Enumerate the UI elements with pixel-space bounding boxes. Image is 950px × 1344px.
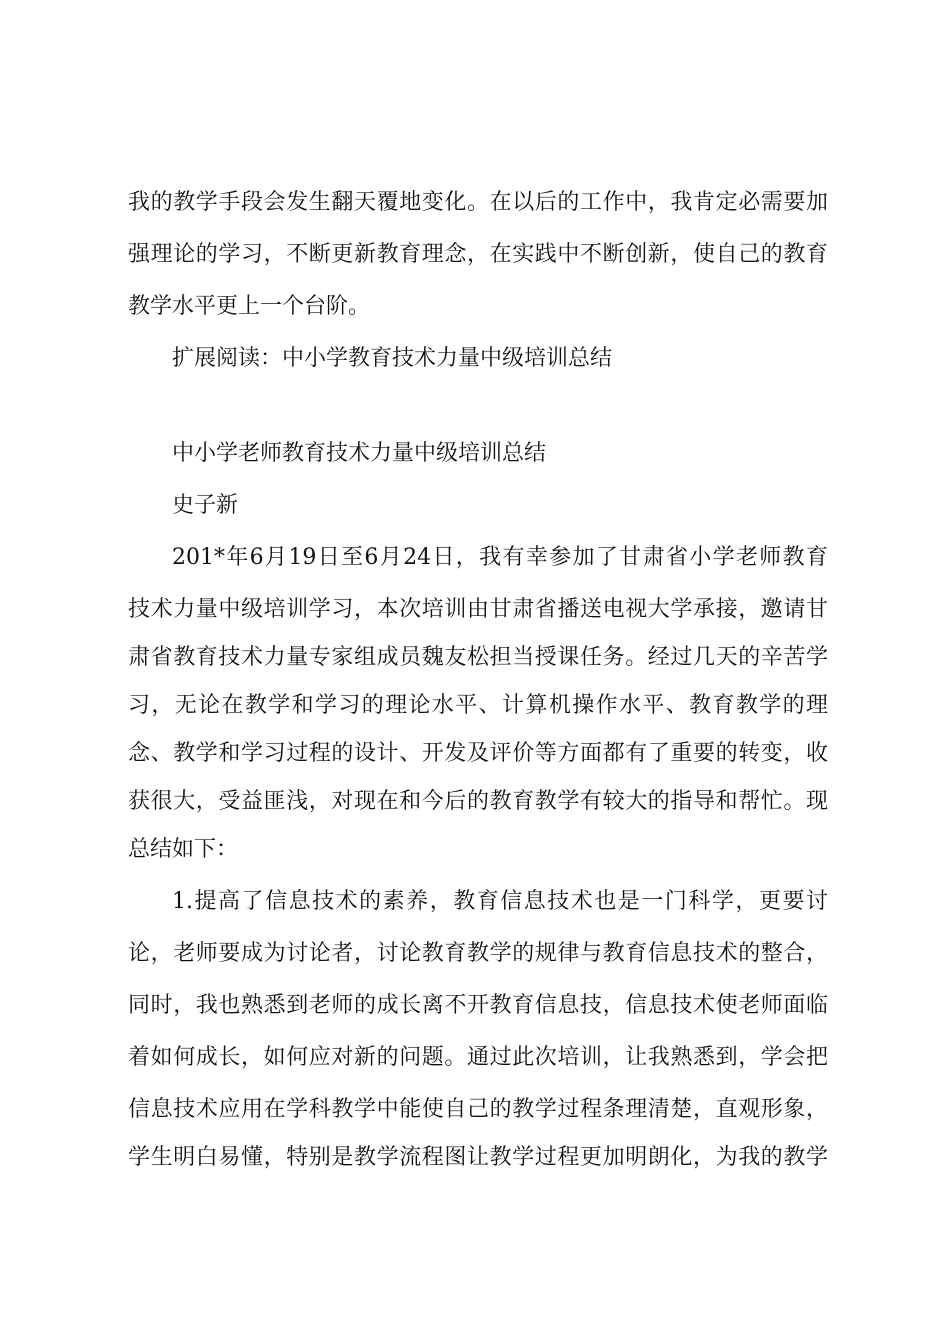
text-line <box>0 734 950 774</box>
text-line <box>0 339 950 379</box>
paragraph-text: 同时，我也熟悉到老师的成长离不开教育信息技，信息技术使老师面临 <box>128 993 828 1018</box>
text-line <box>0 1090 950 1130</box>
paragraph-text: 肃省教育技术力量专家组成员魏友松担当授课任务。经过几天的辛苦学 <box>128 645 828 670</box>
text-line <box>0 986 950 1026</box>
text-line <box>0 287 950 327</box>
paragraph-text: 着如何成长，如何应对新的问题。通过此次培训，让我熟悉到，学会把 <box>128 1045 828 1070</box>
text-line <box>0 235 950 275</box>
paragraph-text: 学生明白易懂，特别是教学流程图让教学过程更加明朗化，为我的教学 <box>128 1145 828 1170</box>
text-line <box>0 1138 950 1178</box>
text-line <box>0 183 950 223</box>
text-line <box>0 538 950 578</box>
paragraph-text: 我的教学手段会发生翻天覆地变化。在以后的工作中，我肯定必需要加 <box>128 190 828 215</box>
text-line <box>0 486 950 526</box>
article-title: 中小学老师教育技术力量中级培训总结 <box>172 441 547 466</box>
paragraph-text: 总结如下： <box>128 837 239 862</box>
paragraph-text: 教学水平更上一个台阶。 <box>128 294 371 319</box>
paragraph-text: 强理论的学习，不断更新教育理念，在实践中不断创新，使自己的教育 <box>128 242 828 267</box>
text-line <box>0 434 950 474</box>
text-line <box>0 686 950 726</box>
text-line <box>0 934 950 974</box>
text-line <box>0 590 950 630</box>
paragraph-text: 1.提高了信息技术的素养，教育信息技术也是一门科学，更要讨 <box>172 889 828 914</box>
text-line <box>0 830 950 870</box>
text-line <box>0 782 950 822</box>
paragraph-text: 获很大，受益匪浅，对现在和今后的教育教学有较大的指导和帮忙。现 <box>128 789 828 814</box>
text-line <box>0 638 950 678</box>
paragraph-text: 念、教学和学习过程的设计、开发及评价等方面都有了重要的转变，收 <box>128 741 828 766</box>
paragraph-text: 201*年6月19日至6月24日，我有幸参加了甘肃省小学老师教育 <box>172 545 828 570</box>
paragraph-text: 技术力量中级培训学习，本次培训由甘肃省播送电视大学承接，邀请甘 <box>128 597 828 622</box>
article-author: 史子新 <box>172 493 239 518</box>
text-line <box>0 882 950 922</box>
paragraph-text: 论，老师要成为讨论者，讨论教育教学的规律与教育信息技术的整合， <box>128 941 828 966</box>
paragraph-text: 信息技术应用在学科教学中能使自己的教学过程条理清楚，直观形象， <box>128 1097 828 1122</box>
extended-reading-heading: 扩展阅读：中小学教育技术力量中级培训总结 <box>172 346 613 371</box>
text-line <box>0 1038 950 1078</box>
paragraph-text: 习，无论在教学和学习的理论水平、计算机操作水平、教育教学的理 <box>128 693 828 718</box>
